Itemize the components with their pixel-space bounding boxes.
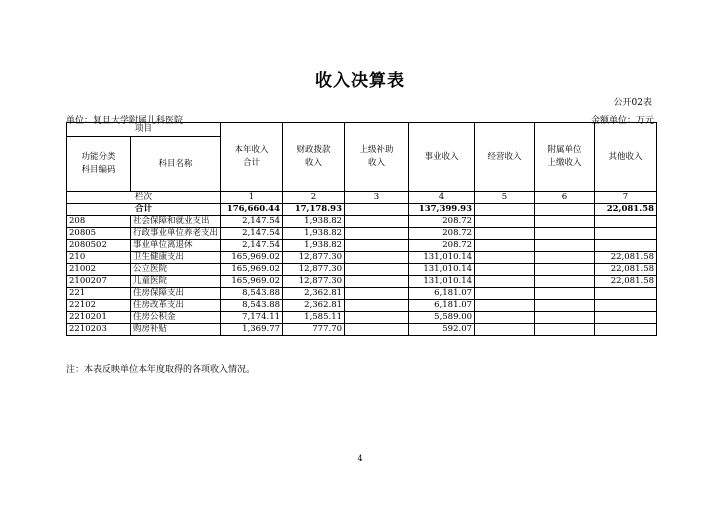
amount-cell: 2,362.81 bbox=[283, 300, 345, 312]
table-row bbox=[67, 300, 657, 312]
amount-cell bbox=[345, 216, 409, 228]
header-subject-name: 科目名称 bbox=[131, 137, 221, 192]
amount-cell bbox=[345, 300, 409, 312]
amount-cell bbox=[595, 300, 657, 312]
amount-cell: 8,543.88 bbox=[221, 288, 283, 300]
table-row bbox=[67, 288, 657, 300]
header-col-2: 财政拨款 收入 bbox=[283, 123, 345, 192]
header-col-1: 本年收入 合计 bbox=[221, 123, 283, 192]
col-number-1: 1 bbox=[221, 192, 283, 204]
col-number-4: 4 bbox=[409, 192, 475, 204]
header-col-6: 附属单位 上缴收入 bbox=[535, 123, 595, 192]
subject-name: 事业单位离退休 bbox=[131, 240, 221, 252]
amount-cell bbox=[535, 324, 595, 336]
subject-name: 社会保障和就业支出 bbox=[131, 216, 221, 228]
amount-cell bbox=[475, 240, 535, 252]
amount-cell bbox=[595, 288, 657, 300]
amount-cell bbox=[475, 228, 535, 240]
amount-cell bbox=[475, 324, 535, 336]
amount-cell bbox=[535, 264, 595, 276]
total-label: 合计 bbox=[67, 204, 221, 216]
header-col-3: 上级补助 收入 bbox=[345, 123, 409, 192]
amount-cell bbox=[345, 288, 409, 300]
func-code: 2100207 bbox=[67, 276, 131, 288]
amount-cell: 5,589.00 bbox=[409, 312, 475, 324]
amount-cell: 165,969.02 bbox=[221, 252, 283, 264]
total-value: 137,399.93 bbox=[409, 204, 475, 216]
func-code: 208 bbox=[67, 216, 131, 228]
amount-cell bbox=[345, 312, 409, 324]
table-row bbox=[67, 276, 657, 288]
col-number-label: 栏次 bbox=[67, 192, 221, 204]
amount-cell: 208.72 bbox=[409, 216, 475, 228]
table-row bbox=[67, 324, 657, 336]
amount-cell bbox=[345, 228, 409, 240]
amount-cell bbox=[595, 228, 657, 240]
header-col-5: 经营收入 bbox=[475, 123, 535, 192]
amount-cell bbox=[535, 312, 595, 324]
amount-cell bbox=[345, 252, 409, 264]
amount-cell: 8,543.88 bbox=[221, 300, 283, 312]
amount-cell: 165,969.02 bbox=[221, 276, 283, 288]
income-table bbox=[66, 122, 657, 336]
table-row bbox=[67, 312, 657, 324]
page-number: 4 bbox=[357, 454, 363, 463]
col-number-3: 3 bbox=[345, 192, 409, 204]
amount-cell: 6,181.07 bbox=[409, 300, 475, 312]
func-code: 20805 bbox=[67, 228, 131, 240]
amount-cell: 208.72 bbox=[409, 228, 475, 240]
amount-cell bbox=[345, 240, 409, 252]
subject-name: 住房保障支出 bbox=[131, 288, 221, 300]
amount-cell bbox=[345, 276, 409, 288]
func-code: 2080502 bbox=[67, 240, 131, 252]
subject-name: 儿童医院 bbox=[131, 276, 221, 288]
amount-cell bbox=[535, 240, 595, 252]
amount-cell: 208.72 bbox=[409, 240, 475, 252]
col-number-5: 5 bbox=[475, 192, 535, 204]
amount-cell: 165,969.02 bbox=[221, 264, 283, 276]
amount-cell: 12,877.30 bbox=[283, 264, 345, 276]
amount-cell bbox=[475, 312, 535, 324]
amount-cell: 1,938.82 bbox=[283, 216, 345, 228]
func-code: 22102 bbox=[67, 300, 131, 312]
amount-cell: 22,081.58 bbox=[595, 252, 657, 264]
amount-cell: 22,081.58 bbox=[595, 276, 657, 288]
total-value bbox=[475, 204, 535, 216]
amount-cell: 1,938.82 bbox=[283, 228, 345, 240]
amount-cell: 2,147.54 bbox=[221, 216, 283, 228]
amount-cell: 12,877.30 bbox=[283, 252, 345, 264]
amount-cell bbox=[535, 252, 595, 264]
amount-cell bbox=[595, 324, 657, 336]
amount-cell: 131,010.14 bbox=[409, 252, 475, 264]
subject-name: 住房改革支出 bbox=[131, 300, 221, 312]
amount-cell bbox=[345, 264, 409, 276]
amount-cell: 2,362.81 bbox=[283, 288, 345, 300]
form-number: 公开02表 bbox=[613, 98, 652, 108]
subject-name: 行政事业单位养老支出 bbox=[131, 228, 221, 240]
amount-cell bbox=[475, 216, 535, 228]
table-row bbox=[67, 252, 657, 264]
subject-name: 购房补贴 bbox=[131, 324, 221, 336]
amount-cell: 131,010.14 bbox=[409, 276, 475, 288]
col-number-2: 2 bbox=[283, 192, 345, 204]
total-value: 176,660.44 bbox=[221, 204, 283, 216]
func-code: 210 bbox=[67, 252, 131, 264]
table-body bbox=[67, 123, 657, 336]
amount-cell: 12,877.30 bbox=[283, 276, 345, 288]
total-value bbox=[535, 204, 595, 216]
amount-cell: 777.70 bbox=[283, 324, 345, 336]
amount-cell: 2,147.54 bbox=[221, 228, 283, 240]
amount-cell bbox=[475, 252, 535, 264]
amount-cell bbox=[595, 312, 657, 324]
func-code: 2210201 bbox=[67, 312, 131, 324]
table-row bbox=[67, 216, 657, 228]
table-row bbox=[67, 240, 657, 252]
subject-name: 卫生健康支出 bbox=[131, 252, 221, 264]
col-number-7: 7 bbox=[595, 192, 657, 204]
amount-cell bbox=[535, 228, 595, 240]
total-value bbox=[345, 204, 409, 216]
func-code: 21002 bbox=[67, 264, 131, 276]
func-code: 221 bbox=[67, 288, 131, 300]
header-col-4: 事业收入 bbox=[409, 123, 475, 192]
unit-label: 单位：复旦大学附属儿科医院 bbox=[66, 116, 184, 126]
subject-name: 公立医院 bbox=[131, 264, 221, 276]
amount-unit: 金额单位：万元 bbox=[590, 116, 654, 126]
page-title: 收入决算表 bbox=[315, 71, 405, 91]
amount-cell: 6,181.07 bbox=[409, 288, 475, 300]
amount-cell bbox=[535, 276, 595, 288]
table-row bbox=[67, 264, 657, 276]
amount-cell bbox=[535, 288, 595, 300]
total-row bbox=[67, 204, 657, 216]
amount-cell bbox=[475, 276, 535, 288]
table-row bbox=[67, 228, 657, 240]
amount-cell bbox=[475, 264, 535, 276]
amount-cell: 592.07 bbox=[409, 324, 475, 336]
header-item: 项目 bbox=[67, 123, 221, 137]
amount-cell bbox=[345, 324, 409, 336]
total-value: 17,178.93 bbox=[283, 204, 345, 216]
amount-cell: 7,174.11 bbox=[221, 312, 283, 324]
amount-cell: 1,585.11 bbox=[283, 312, 345, 324]
amount-cell: 22,081.58 bbox=[595, 264, 657, 276]
amount-cell: 1,938.82 bbox=[283, 240, 345, 252]
subject-name: 住房公积金 bbox=[131, 312, 221, 324]
amount-cell bbox=[595, 240, 657, 252]
table-note: 注：本表反映单位本年度取得的各项收入情况。 bbox=[66, 365, 256, 375]
amount-cell: 2,147.54 bbox=[221, 240, 283, 252]
amount-cell bbox=[535, 216, 595, 228]
amount-cell bbox=[475, 300, 535, 312]
total-value: 22,081.58 bbox=[595, 204, 657, 216]
amount-cell: 131,010.14 bbox=[409, 264, 475, 276]
amount-cell bbox=[535, 300, 595, 312]
col-number-6: 6 bbox=[535, 192, 595, 204]
func-code: 2210203 bbox=[67, 324, 131, 336]
header-col-7: 其他收入 bbox=[595, 123, 657, 192]
amount-cell bbox=[475, 288, 535, 300]
header-func-code: 功能分类 科目编码 bbox=[67, 137, 131, 192]
amount-cell: 1,369.77 bbox=[221, 324, 283, 336]
amount-cell bbox=[595, 216, 657, 228]
